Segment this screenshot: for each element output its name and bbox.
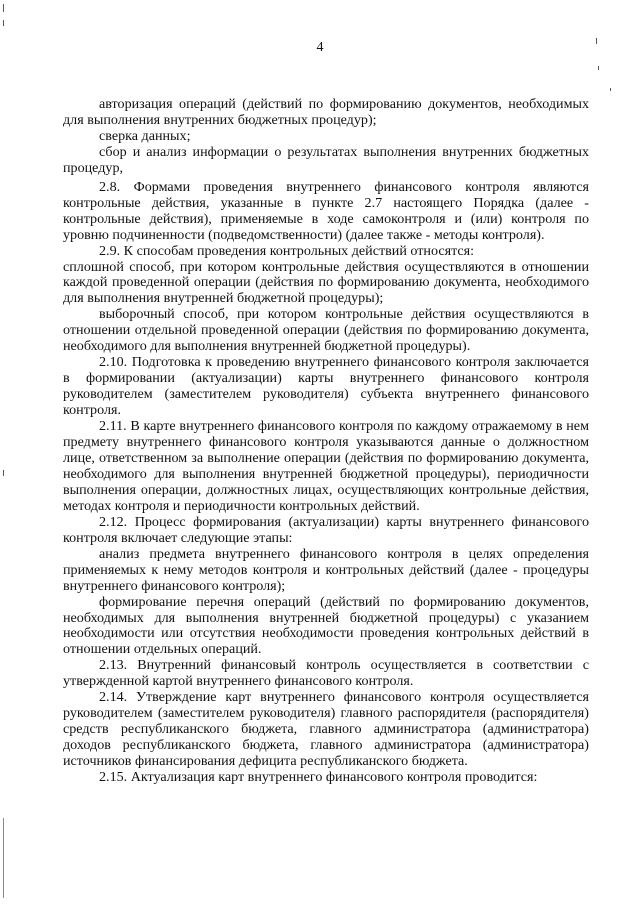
paragraph-2-9: 2.9. К способам проведения контрольных действий относятся: (99, 242, 475, 259)
scan-mark-right-top-3 (610, 88, 611, 91)
paragraph-2-11: 2.11. В карте внутреннего финансового контроля по каждому отражаемому в нем предмету внутреннего финансового контроля указываются данные о должностном лице, ответственном за выполнение операции (действия по формированию документа, необходимого для выполнения внутренней бюджетной процедуры), периодичности выполнения операции, должностных лицах, осуществляющих контрольные действия, методах контроля и периодичности контрольных действий. (63, 418, 589, 514)
scan-mark-left-top (3, 4, 4, 12)
scan-mark-right-top (596, 38, 597, 44)
scan-mark-left-mid (3, 470, 4, 476)
paragraph-collection: сбор и анализ информации о результатах выполнения внутренних бюджетных процедур, (63, 143, 589, 176)
paragraph-analysis: анализ предмета внутреннего финансового контроля в целях определения применяемых к нему методов контроля и контрольных действий (далее - процедуры внутреннего финансового контроля); (63, 545, 589, 594)
paragraph-list-forming: формирование перечня операций (действий по формированию документов, необходимых для выполнения внутренней бюджетной процедуры) с указанием необходимости или отсутствия необходимости проведения контрольных действий в отношении отдельных операций. (63, 593, 589, 658)
paragraph-2-12: 2.12. Процесс формирования (актуализации) карты внутреннего финансового контроля включает следующие этапы: (63, 513, 589, 546)
scan-mark-left-top-2 (3, 20, 4, 26)
scan-mark-right-top-2 (598, 66, 599, 70)
paragraph-continuous-method: сплошной способ, при котором контрольные действия осуществляются в отношении каждой проведенной операции (действия по формированию документа, необходимого для выполнения внутренней бюджетной процедуры); (63, 258, 589, 307)
paragraph-sample-method: выборочный способ, при котором контрольные действия осуществляются в отношении отдельной проведенной операции (действия по формированию документа, необходимого для выполнения внутренней бюджетной процедуры). (63, 306, 589, 355)
paragraph-reconciliation: сверка данных; (99, 127, 191, 144)
paragraph-2-10: 2.10. Подготовка к проведению внутреннего финансового контроля заключается в формировании (актуализации) карты внутреннего финансового контроля руководителем (заместителем руководителя) субъекта внутреннего финансового контроля. (63, 354, 589, 419)
scan-mark-left-bottom (3, 818, 4, 898)
paragraph-2-15: 2.15. Актуализация карт внутреннего финансового контроля проводится: (99, 769, 538, 786)
paragraph-authorization: авторизация операций (действий по формированию документов, необходимых для выполнения внутренних бюджетных процедур); (63, 96, 589, 128)
paragraph-2-8: 2.8. Формами проведения внутреннего финансового контроля являются контрольные действия, указанные в пункте 2.7 настоящего Порядка (далее - контрольные действия), применяемые в ходе самоконтроля и (или) контроля по уровню подчиненности (подведомственности) (далее также - методы контроля). (63, 178, 589, 243)
paragraph-2-13: 2.13. Внутренний финансовый контроль осуществляется в соответствии с утвержденной картой внутреннего финансового контроля. (63, 657, 589, 690)
document-body (63, 97, 589, 786)
page-number: 4 (316, 40, 324, 55)
paragraph-2-14: 2.14. Утверждение карт внутреннего финансового контроля осуществляется руководителем (заместителем руководителя) главного распорядителя (распорядителя) средств республиканского бюджета, главного администратора (администратора) доходов республиканского бюджета, главного администратора (администратора) источников финансирования дефицита республиканского бюджета. (63, 689, 589, 770)
